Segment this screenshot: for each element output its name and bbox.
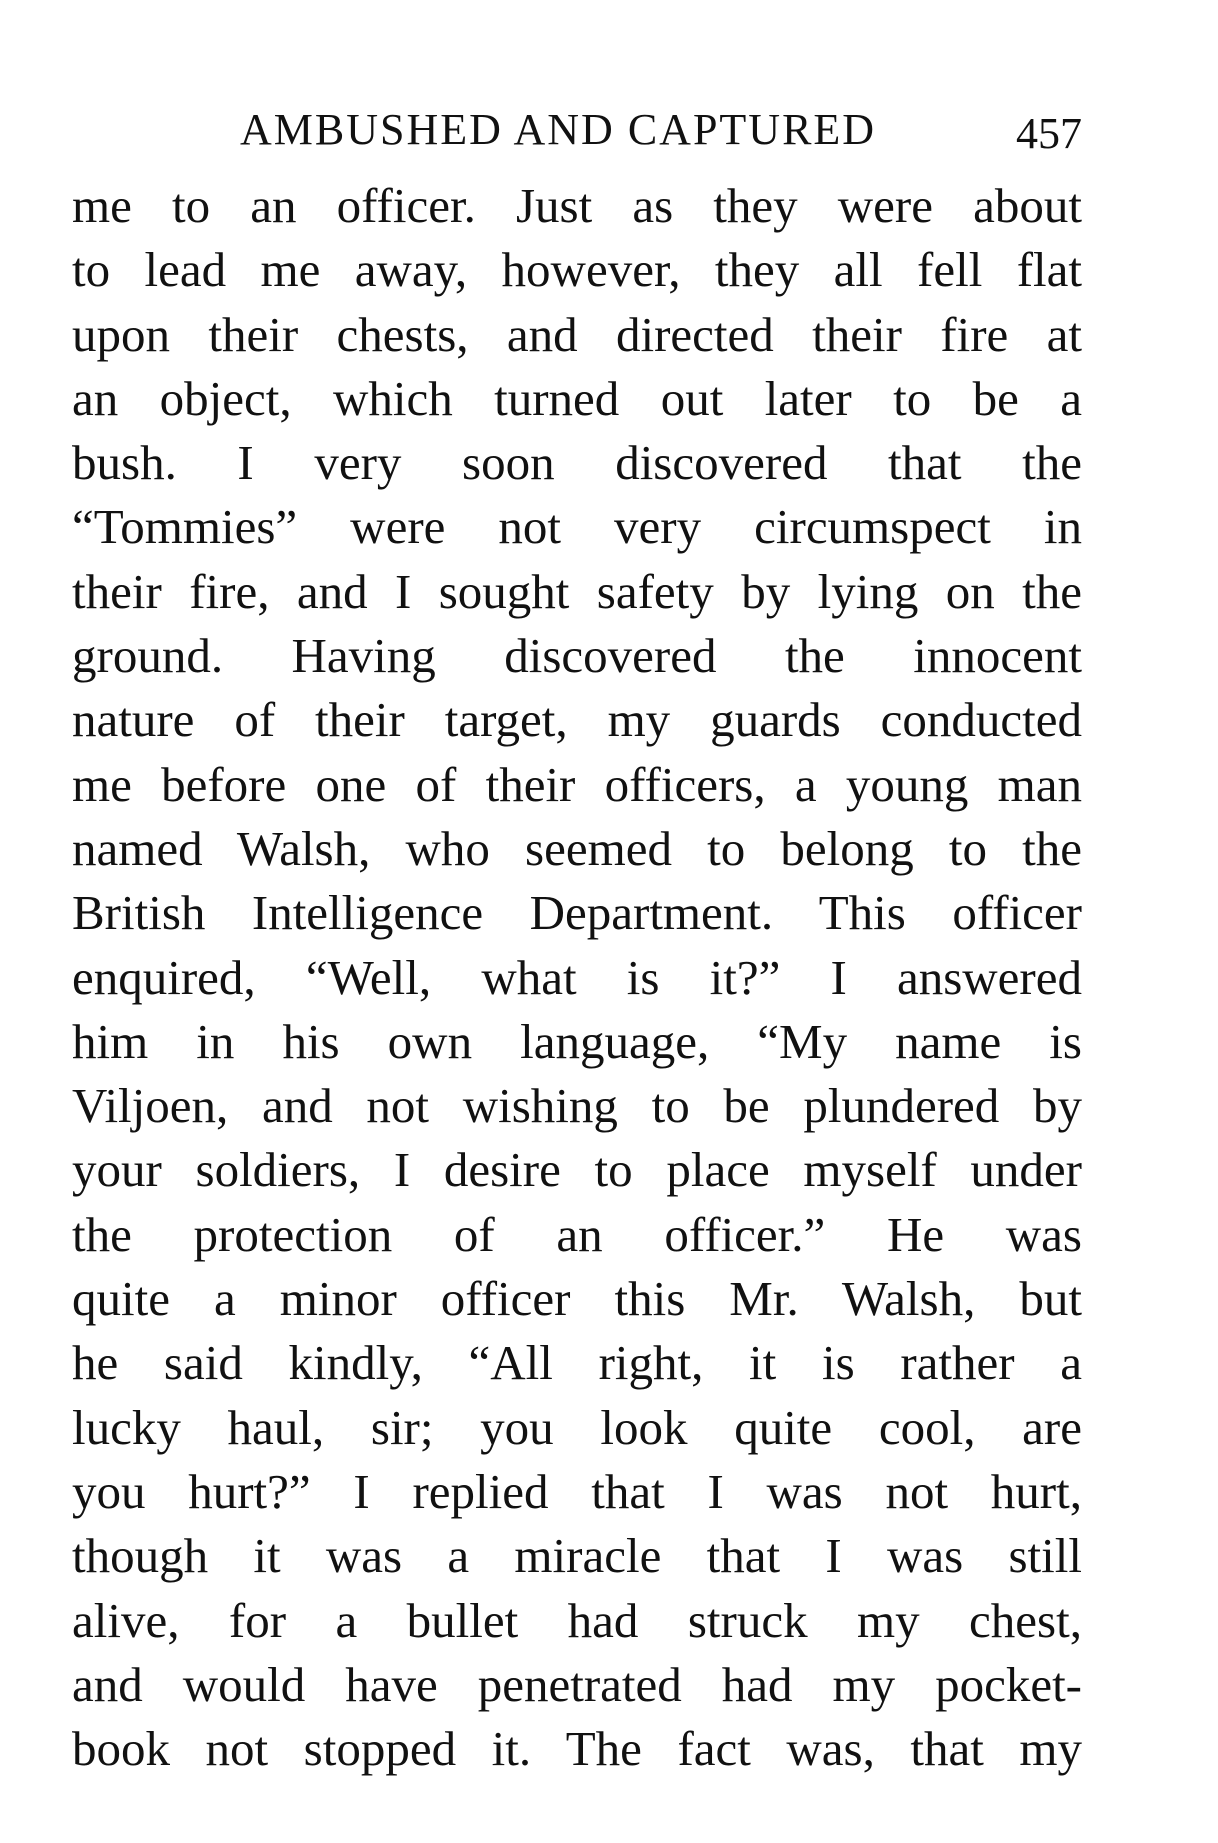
text-line: him in his own language, “My name is <box>72 1013 1082 1069</box>
text-line: he said kindly, “All right, it is rather a <box>72 1335 1082 1391</box>
text-line: and would have penetrated had my pocket- <box>72 1656 1082 1712</box>
text-line: named Walsh, who seemed to belong to the <box>72 820 1082 876</box>
running-header <box>72 100 1082 160</box>
text-line: Viljoen, and not wishing to be plundered by <box>72 1078 1082 1134</box>
text-line: the protection of an officer.” He was <box>72 1206 1082 1262</box>
text-line: bush. I very soon discovered that the <box>72 435 1082 491</box>
chapter-title: AMBUSHED AND CAPTURED <box>240 105 877 154</box>
text-line: ground. Having discovered the innocent <box>72 628 1082 684</box>
text-line: nature of their target, my guards conducted <box>72 692 1082 748</box>
text-line: lucky haul, sir; you look quite cool, are <box>72 1399 1082 1455</box>
text-line: “Tommies” were not very circumspect in <box>72 499 1082 555</box>
text-line: enquired, “Well, what is it?” I answered <box>72 949 1082 1005</box>
text-line: though it was a miracle that I was still <box>72 1528 1082 1584</box>
text-line: to lead me away, however, they all fell flat <box>72 242 1082 298</box>
text-line: me before one of their officers, a young man <box>72 756 1082 812</box>
text-line: your soldiers, I desire to place myself under <box>72 1142 1082 1198</box>
page-number: 457 <box>1016 109 1082 158</box>
body-text <box>72 174 1082 1781</box>
text-line: quite a minor officer this Mr. Walsh, but <box>72 1271 1082 1327</box>
text-line: book not stopped it. The fact was, that my <box>72 1721 1082 1777</box>
text-line: you hurt?” I replied that I was not hurt, <box>72 1463 1082 1519</box>
text-line: alive, for a bullet had struck my chest, <box>72 1592 1082 1648</box>
text-line: me to an officer. Just as they were about <box>72 178 1082 233</box>
text-line: upon their chests, and directed their fire at <box>72 306 1082 362</box>
text-line: their fire, and I sought safety by lying on the <box>72 563 1082 619</box>
text-line: British Intelligence Department. This officer <box>72 885 1082 941</box>
text-line: an object, which turned out later to be a <box>72 370 1082 426</box>
